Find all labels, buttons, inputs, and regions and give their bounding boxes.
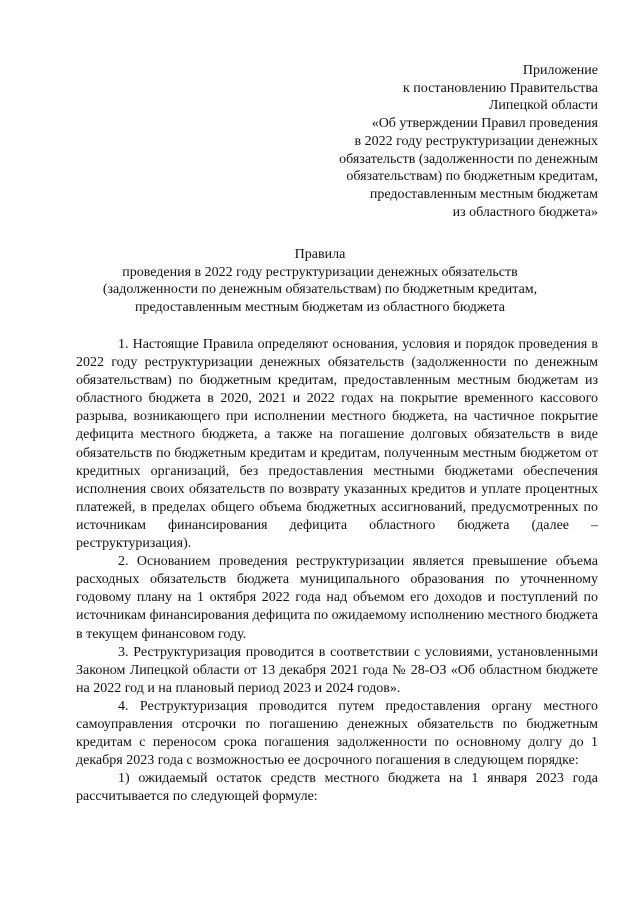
paragraph-4-1: 1) ожидаемый остаток средств местного бюджета на 1 января 2023 года рассчитывается по следующей формуле: xyxy=(76,771,598,805)
title-line: (задолженности по денежным обязательствам) по бюджетным кредитам, xyxy=(102,282,538,297)
appendix-line: обязательствам) по бюджетным кредитам, xyxy=(346,169,598,185)
appendix-line: предоставленным местным бюджетам xyxy=(369,186,598,202)
appendix-line: в 2022 году реструктуризации денежных xyxy=(354,133,598,149)
appendix-line: обязательств (задолженности по денежным xyxy=(339,151,598,167)
appendix-line: к постановлению Правительства xyxy=(402,80,598,96)
appendix-line: «Об утверждении Правил проведения xyxy=(371,116,598,132)
paragraph-2: 2. Основанием проведения реструктуризации является превышение объема расходных обязательств бюджета муниципального образования по уточненному годовому плану на 1 октября 2022 года над объемом его доходов и поступлений по источникам финансирования дефицита по ожидаемому исполнению местного бюджета в текущем финансовом году. xyxy=(76,554,598,642)
appendix-line: из областного бюджета» xyxy=(452,204,598,220)
paragraph-3: 3. Реструктуризация проводится в соответствии с условиями, установленными Законом Липецкой области от 13 декабря 2021 года № 28-ОЗ «Об областном бюджете на 2022 год и на плановый период 2023 и 2024 годов». xyxy=(76,644,598,696)
appendix-line: Приложение xyxy=(522,63,598,78)
document-body xyxy=(76,336,598,806)
paragraph-1: 1. Настоящие Правила определяют основания, условия и порядок проведения в 2022 году реструктуризации денежных обязательств (задолженности по денежным обязательствам) по бюджетным кредитам, предоставленным местным бюджетам из областного бюджета в 2020, 2021 и 2022 годах на покрытие временного кассового разрыва, возникающего при исполнении местного бюджета, на частичное покрытие дефицита местного бюджета, а также на погашение долговых обязательств в виде обязательств по бюджетным кредитам и кредитам, полученным местным бюджетом от кредитных организаций, без предоставления местными бюджетами обеспечения исполнения своих обязательств по возврату указанных кредитов и уплате процентных платежей, в пределах общего объема бюджетных ассигнований, предусмотренных по источникам финансирования дефицита областного бюджета (далее – реструктуризация). xyxy=(76,337,598,552)
title-heading: Правила xyxy=(294,247,346,262)
appendix-line: Липецкой области xyxy=(488,98,598,114)
document-title xyxy=(60,246,580,316)
appendix-block xyxy=(298,62,598,221)
title-line: проведения в 2022 году реструктуризации денежных обязательств xyxy=(122,264,518,280)
title-line: предоставленным местным бюджетам из областного бюджета xyxy=(134,299,506,315)
paragraph-4: 4. Реструктуризация проводится путем предоставления органу местного самоуправления отсрочки по погашению денежных обязательств по бюджетным кредитам с переносом срока погашения задолженности по основному долгу до 1 декабря 2023 года с возможностью ее досрочного погашения в следующем порядке: xyxy=(76,698,598,769)
